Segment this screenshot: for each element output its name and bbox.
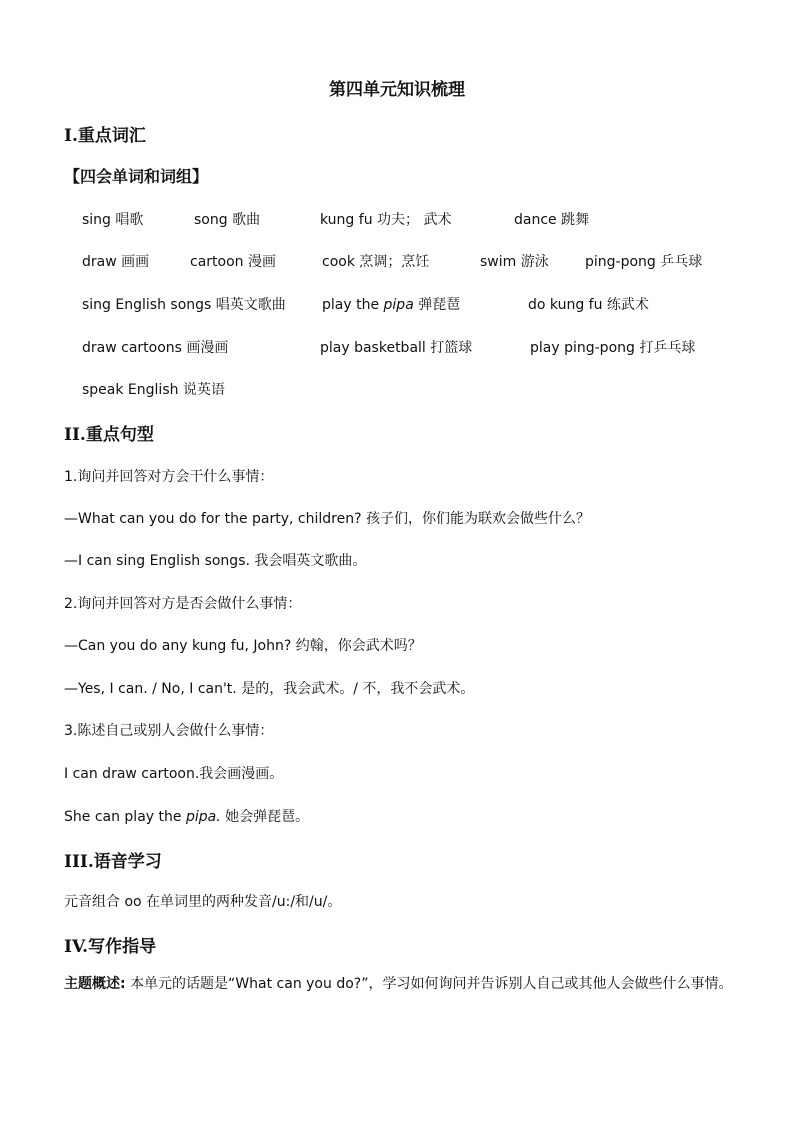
phonics-text: 元音组合 oo 在单词里的两种发音/u:/和/u/。 — [64, 894, 342, 910]
vocab-item: swim 游泳 — [480, 254, 549, 270]
vocab-item: kung fu 功夫； 武术 — [320, 212, 452, 228]
sentence-line: I can draw cartoon.我会画漫画。 — [64, 766, 284, 782]
sentence-line: 2.询问并回答对方是否会做什么事情： — [64, 596, 302, 612]
sentence-line: 3.陈述自己或别人会做什么事情： — [64, 723, 274, 739]
section-heading-writing: IV.写作指导 — [64, 937, 157, 957]
sentence-line: —Yes, I can. / No, I can't. 是的，我会武术。/ 不，我不会武术。 — [64, 681, 475, 697]
vocab-item: play the pipa 弹琵琶 — [322, 297, 461, 313]
sentence-line: She can play the pipa. 她会弹琵琶。 — [64, 809, 310, 825]
vocab-item: speak English 说英语 — [82, 382, 225, 398]
vocab-item: draw cartoons 画漫画 — [82, 340, 229, 356]
vocab-row-4 — [0, 337, 794, 359]
vocab-item: cartoon 漫画 — [190, 254, 276, 270]
vocab-item: sing English songs 唱英文歌曲 — [82, 297, 286, 313]
vocab-item: do kung fu 练武术 — [528, 297, 649, 313]
vocab-item: draw 画画 — [82, 254, 150, 270]
sentence-line: —Can you do any kung fu, John? 约翰，你会武术吗？ — [64, 638, 422, 654]
sentence-line: 1.询问并回答对方会干什么事情： — [64, 469, 274, 485]
sentence-line: —What can you do for the party, children? 孩子们，你们能为联欢会做些什么？ — [64, 511, 590, 527]
vocab-row-2 — [0, 251, 794, 273]
vocab-row-1 — [0, 209, 794, 231]
vocab-item: song 歌曲 — [194, 212, 261, 228]
sentence-line: —I can sing English songs. 我会唱英文歌曲。 — [64, 553, 367, 569]
vocab-row-5 — [0, 379, 794, 401]
page-title: 第四单元知识梳理 — [329, 80, 465, 100]
vocab-row-3 — [0, 294, 794, 316]
vocab-item: ping-pong 乒乓球 — [585, 254, 703, 270]
vocab-item: play ping-pong 打乒乓球 — [530, 340, 696, 356]
vocab-item: dance 跳舞 — [514, 212, 590, 228]
vocab-item: play basketball 打篮球 — [320, 340, 473, 356]
section-heading-phonics: III.语音学习 — [64, 852, 162, 872]
vocab-item: cook 烹调；烹饪 — [322, 254, 430, 270]
writing-paragraph: 主题概述: 本单元的话题是“What can you do?”，学习如何询问并告诉别人自己或其他人会做些什么事情。 — [64, 976, 733, 992]
vocab-subheading: 【四会单词和词组】 — [64, 167, 209, 186]
vocab-item: sing 唱歌 — [82, 212, 144, 228]
section-heading-sentences: II.重点句型 — [64, 425, 154, 445]
section-heading-vocabulary: I.重点词汇 — [64, 126, 146, 146]
